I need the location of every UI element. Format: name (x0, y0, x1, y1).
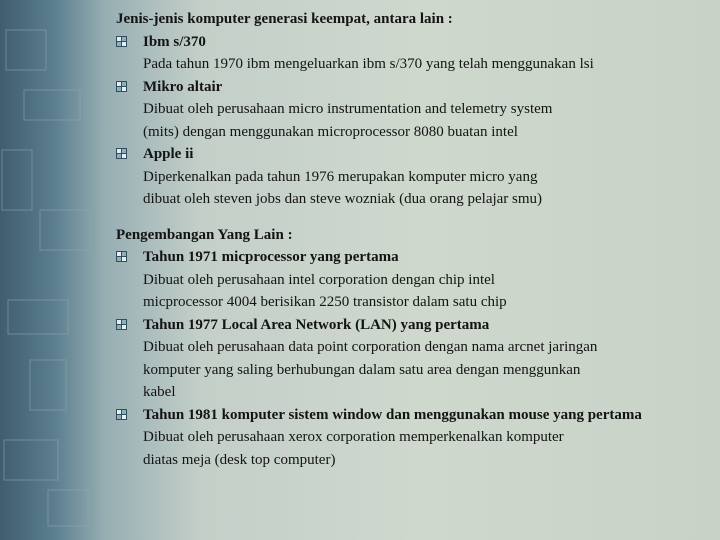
bullet-description: dibuat oleh steven jobs dan steve wozniak (dua orang pelajar smu) (143, 191, 543, 207)
bullet-heading-text: Tahun 1977 Local Area Network (LAN) yang pertama (143, 316, 490, 333)
bullet-description: komputer yang saling berhubungan dalam satu area dengan menggunkan (143, 361, 581, 378)
bullet-heading (116, 76, 706, 99)
bullet-heading-text: Tahun 1981 komputer sistem window dan menggunakan mouse yang pertama (143, 406, 642, 423)
bullet-heading-text: Tahun 1971 micprocessor yang pertama (143, 249, 399, 265)
square-bullet-icon (116, 148, 127, 159)
slide-content (116, 8, 706, 471)
bullet-description: Dibuat oleh perusahaan xerox corporation memperkenalkan komputer (143, 429, 564, 445)
bullet-heading (116, 404, 706, 427)
bullet-heading (116, 143, 706, 166)
bullet-description: (mits) dengan menggunakan microprocessor 8080 buatan intel (143, 123, 518, 140)
square-bullet-icon (116, 81, 127, 92)
bullet-heading-text: Mikro altair (143, 78, 223, 95)
bullet-description: Dibuat oleh perusahaan intel corporation dengan chip intel (143, 271, 495, 288)
bullet-description: Diperkenalkan pada tahun 1976 merupakan komputer micro yang (143, 168, 538, 185)
bullet-heading (116, 246, 706, 269)
bullet-description: Pada tahun 1970 ibm mengeluarkan ibm s/370 yang telah menggunakan lsi (143, 56, 594, 72)
square-bullet-icon (116, 409, 127, 420)
bullet-description: diatas meja (desk top computer) (143, 451, 336, 468)
bullet-description: Dibuat oleh perusahaan data point corporation dengan nama arcnet jaringan (143, 339, 598, 355)
square-bullet-icon (116, 251, 127, 262)
bullet-heading (116, 314, 706, 337)
bullet-heading-text: Apple ii (143, 146, 194, 162)
bullet-description: kabel (143, 384, 176, 400)
left-decorative-panel (0, 0, 110, 540)
section-title: Pengembangan Yang Lain : (116, 226, 293, 243)
bullet-description: micprocessor 4004 berisikan 2250 transistor dalam satu chip (143, 294, 507, 310)
section-list (116, 31, 706, 211)
bullet-heading (116, 31, 706, 54)
section-title: Jenis-jenis komputer generasi keempat, antara lain : (116, 11, 453, 27)
square-bullet-icon (116, 319, 127, 330)
section-list (116, 246, 706, 471)
square-bullet-icon (116, 36, 127, 47)
bullet-heading-text: Ibm s/370 (143, 33, 206, 50)
bullet-description: Dibuat oleh perusahaan micro instrumentation and telemetry system (143, 101, 553, 117)
